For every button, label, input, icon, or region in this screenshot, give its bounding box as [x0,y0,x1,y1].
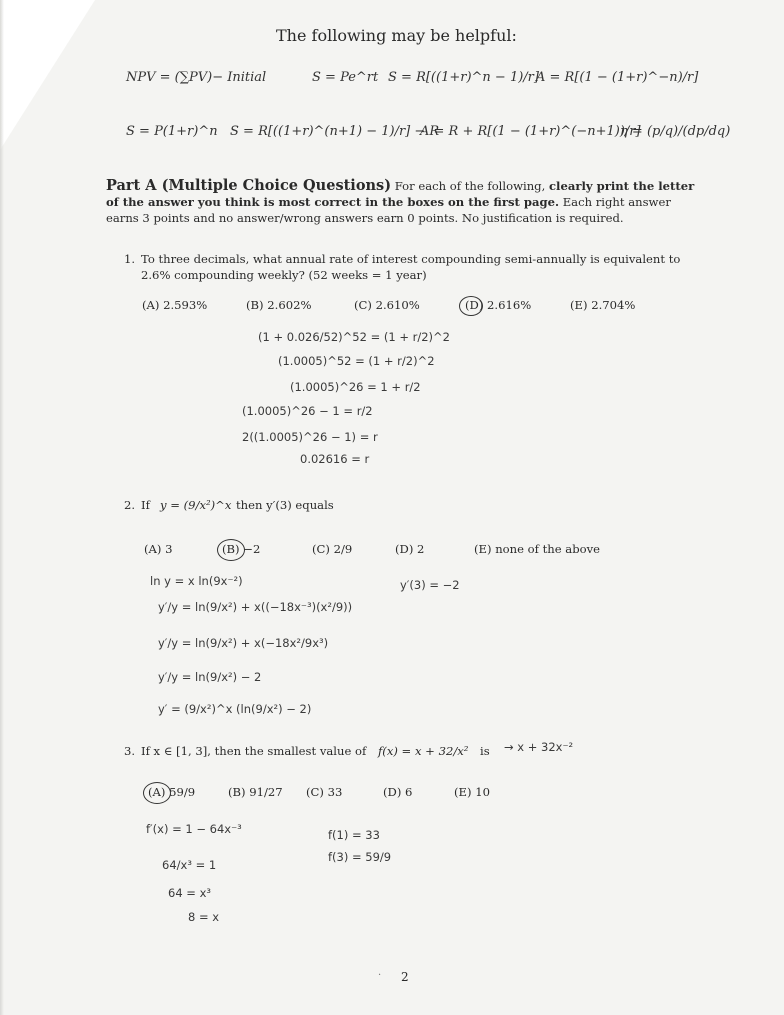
part-a-instruction: clearly print the letter of the answer you think is most correct in the boxes on the first page. [106,179,695,209]
part-a-intro: For each of the following, [394,179,546,193]
formula-annuity-future: S = R[((1+r)^n − 1)/r] [388,70,539,85]
q3-work-line-4: 8 = x [188,910,220,924]
q3-text-suffix: is [480,744,490,758]
q3-option-e: (E) 10 [454,785,490,799]
q1-work-line-3: (1.0005)^26 = 1 + r/2 [290,380,421,394]
q3-expression: f(x) = x + 32/x² [378,744,469,758]
q2-work-line-1: ln y = x ln(9x⁻²) [150,574,243,588]
q3-text-prefix: If x ∈ [1, 3], then the smallest value of [141,744,367,758]
formula-annuity-due-future: S = R[((1+r)^(n+1) − 1)/r] − R [230,124,440,139]
formula-npv: NPV = (∑PV)− Initial [126,70,267,85]
q1-work-line-6: 0.02616 = r [300,452,370,466]
q1-option-b: (B) 2.602% [246,298,312,312]
q2-option-b: (B) −2 [222,542,261,556]
q2-work-line-2: y′/y = ln(9/x²) + x((−18x⁻³)(x²/9)) [158,600,353,614]
q2-expression: y = (9/x²)^x [160,498,232,512]
scan-folded-corner [0,0,95,150]
formula-annuity-present: A = R[(1 − (1+r)^−n)/r] [536,70,699,85]
q2-option-e: (E) none of the above [474,542,601,556]
q3-option-b: (B) 91/27 [228,785,283,799]
q1-option-d: (D) 2.616% [465,298,532,312]
q1-option-a: (A) 2.593% [142,298,208,312]
q2-option-a: (A) 3 [144,542,173,556]
q3-work-line-3: 64 = x³ [168,886,211,900]
q2-text-suffix: then y′(3) equals [236,498,334,512]
q1-text: To three decimals, what annual rate of interest compounding semi-annually is equivalent to 2.6% compounding weekly? (52 weeks = 1 year) [141,252,681,282]
q3-side-work-1: f(1) = 33 [328,828,380,842]
q3-work-line-1: f′(x) = 1 − 64x⁻³ [146,822,242,836]
part-a-header [106,178,696,226]
q2-text-prefix: If [141,498,150,512]
q3-option-d: (D) 6 [383,785,413,799]
q2-option-c: (C) 2/9 [312,542,353,556]
q2-work-line-4: y′/y = ln(9/x²) − 2 [158,670,262,684]
footer-dot: · [378,970,382,981]
formula-annuity-due-present: A = R + R[(1 − (1+r)^(−n+1))/r] [420,124,641,139]
q1-answer-circle [459,296,483,316]
q3-option-c: (C) 33 [306,785,343,799]
q2-answer-circle [217,539,245,561]
q1-work-line-5: 2((1.0005)^26 − 1) = r [242,430,378,444]
q3-answer-circle [143,782,171,804]
q3-side-work-2: f(3) = 59/9 [328,850,392,864]
part-a-title: Part A (Multiple Choice Questions) [106,177,392,194]
q2-work-line-3: y′/y = ln(9/x²) + x(−18x²/9x³) [158,636,329,650]
q1-work-line-1: (1 + 0.026/52)^52 = (1 + r/2)^2 [258,330,450,344]
q1-work-line-2: (1.0005)^52 = (1 + r/2)^2 [278,354,435,368]
q1-option-e: (E) 2.704% [570,298,636,312]
q3-option-a: (A) 59/9 [148,785,196,799]
q1-work-line-4: (1.0005)^26 − 1 = r/2 [242,404,373,418]
q3-arrow-note: → x + 32x⁻² [504,740,574,754]
formula-compound: S = P(1+r)^n [126,124,218,139]
scan-edge-shadow [0,0,4,1015]
q3-work-line-2: 64/x³ = 1 [162,858,217,872]
q2-side-note: y′(3) = −2 [400,578,460,592]
formula-elasticity: η = (p/q)/(dp/dq) [620,124,731,139]
q2-work-line-5: y′ = (9/x²)^x (ln(9/x²) − 2) [158,702,312,716]
page-number: 2 [401,970,409,984]
formula-continuous: S = Pe^rt [312,70,379,85]
helpful-title: The following may be helpful: [276,26,517,45]
q1-option-c: (C) 2.610% [354,298,420,312]
part-a-scoring: Each right answer earns 3 points and no answer/wrong answers earn 0 points. No justification is required. [106,195,671,225]
q2-option-d: (D) 2 [395,542,425,556]
q3-number: 3. [124,744,136,758]
q1-number: 1. [124,252,136,266]
q2-number: 2. [124,498,136,512]
